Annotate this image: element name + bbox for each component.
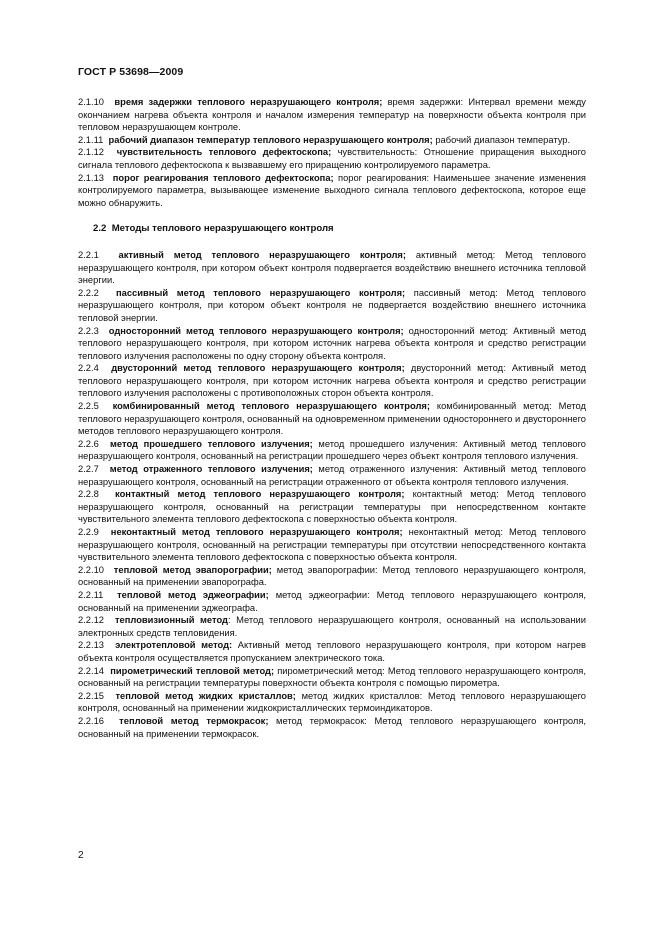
definition-text: активный метод: Метод теплового неразрушающего контроля, при котором объект контроля подвергается воздействию внешнего источника тепловой энергии.: [78, 249, 586, 286]
definition-text: : Метод теплового неразрушающего контроля, основанный на использовании электронных средств тепловидения.: [78, 615, 586, 638]
page-number: 2: [78, 850, 84, 861]
section-number: 2.2: [93, 223, 107, 235]
definition-term: неконтактный метод теплового неразрушающего контроля;: [110, 527, 403, 537]
definition-number: 2.2.5: [78, 401, 99, 412]
definition-text: метод эджеографии: Метод теплового неразрушающего контроля, основанный на применении эджеографа.: [78, 589, 586, 613]
definition-number: 2.2.12: [78, 615, 104, 626]
definitions-group-2-2: [78, 249, 586, 740]
definition-term: контактный метод теплового неразрушающего контроля;: [115, 489, 405, 500]
definition-number: 2.2.6: [78, 438, 99, 449]
definition-text: пассивный метод: Метод теплового неразрушающего контроля, при котором объект контроля не подвергается воздействию внешнего источника тепловой энергии.: [78, 287, 586, 323]
definition-paragraph: [78, 488, 586, 526]
definition-number: 2.2.1: [78, 249, 99, 260]
definition-number: 2.2.14: [78, 665, 104, 676]
definition-paragraph: [78, 715, 586, 740]
definition-paragraph: [78, 96, 586, 134]
definition-term: метод отраженного теплового излучения;: [109, 464, 313, 475]
definition-paragraph: [78, 325, 586, 363]
definition-term: активный метод теплового неразрушающего контроля;: [118, 249, 406, 260]
definition-term: порог реагирования теплового дефектоскопа;: [112, 172, 334, 183]
definition-text: двусторонний метод: Активный метод теплового неразрушающего контроля, при котором источник нагрева объекта контроля и средство регистрации теплового излучения расположены с противоположных сторон объекта контроля.: [78, 363, 586, 399]
definition-text: чувствительность: Отношение приращения выходного сигнала теплового дефектоскопа к вызвавшему его приращению контролируемого параметра.: [78, 147, 586, 170]
definition-text: метод отраженного излучения: Активный метод теплового неразрушающего контроля, основанный на регистрации отраженного от объекта контроля теплового излучения.: [78, 464, 586, 487]
definition-text: рабочий диапазон температур.: [432, 134, 571, 145]
definition-paragraph: [78, 134, 586, 147]
definition-paragraph: [78, 614, 586, 639]
definition-paragraph: [78, 438, 586, 463]
definition-number: 2.2.9: [78, 527, 99, 537]
definition-term: односторонний метод теплового неразрушающего контроля;: [108, 325, 404, 336]
definition-term: тепловой метод эджеографии;: [117, 589, 269, 600]
definition-term: пассивный метод теплового неразрушающего контроля;: [116, 287, 406, 298]
definition-paragraph: [78, 639, 586, 664]
definition-text: порог реагирования: Наименьшее значение изменения контролируемого параметра, вызывающее изменение выходного сигнала теплового дефектоскопа, которое еще можно обнаружить.: [78, 172, 586, 208]
section-title: Методы теплового неразрушающего контроля: [111, 223, 334, 235]
definition-term: двусторонний метод теплового неразрушающего контроля;: [111, 363, 405, 374]
definition-number: 2.1.11: [78, 134, 104, 145]
definition-paragraph: [78, 287, 586, 325]
definition-term: тепловой метод эвапорографии;: [113, 564, 272, 575]
definition-paragraph: [78, 665, 586, 690]
section-heading: [93, 223, 586, 236]
definition-term: тепловой метод жидких кристаллов;: [115, 690, 296, 701]
definition-number: 2.2.15: [78, 690, 104, 701]
definition-term: тепловизионный метод: [114, 615, 228, 626]
definition-number: 2.2.16: [78, 715, 104, 726]
definition-number: 2.2.7: [78, 464, 99, 475]
definition-term: тепловой метод термокрасок;: [119, 715, 269, 726]
definitions-group-2-1: [78, 96, 586, 209]
definition-paragraph: [78, 400, 586, 438]
definition-text: односторонний метод: Активный метод теплового неразрушающего контроля, при котором источник нагрева объекта контроля и средство регистрации теплового излучения расположены по одну сторону объекта контроля.: [78, 325, 586, 361]
definition-term: пирометрический тепловой метод;: [110, 665, 275, 676]
definition-text: неконтактный метод: Метод теплового неразрушающего контроля, основанный на регистрации температуры при отсутствии непосредственного контакта чувствительного элемента теплового дефектоскопа с поверхностью объекта контроля.: [78, 527, 586, 563]
definition-paragraph: [78, 526, 586, 564]
definition-number: 2.2.11: [78, 589, 104, 600]
definition-number: 2.2.10: [78, 564, 104, 575]
definition-text: время задержки: Интервал времени между окончанием нагрева объекта контроля и началом измерения температур на поверхности объекта контроля при тепловом неразрушающем контроле.: [78, 97, 586, 133]
document-header: ГОСТ Р 53698—2009: [78, 66, 184, 78]
definition-text: пирометрический метод: Метод теплового неразрушающего контроля, основанный на регистрации температуры поверхности объекта контроля с помощью пирометра.: [78, 665, 586, 689]
definition-paragraph: [78, 172, 586, 210]
definition-term: электротепловой метод:: [115, 640, 233, 651]
definition-paragraph: [78, 690, 586, 715]
definition-paragraph: [78, 564, 586, 589]
definition-paragraph: [78, 589, 586, 614]
definition-number: 2.2.8: [78, 489, 99, 500]
definition-number: 2.2.3: [78, 325, 99, 336]
definition-text: метод жидких кристаллов: Метод теплового неразрушающего контроля, основанный на применении жидкокристаллических термоиндикаторов.: [78, 690, 586, 714]
definition-text: Активный метод теплового неразрушающего контроля, при котором нагрев объекта контроля осуществляется пропусканием электрического тока.: [78, 640, 586, 663]
definition-term: комбинированный метод теплового неразрушающего контроля;: [112, 401, 430, 412]
document-body: [78, 96, 586, 740]
definition-text: контактный метод: Метод теплового неразрушающего контроля, основанный на регистрации температуры при непосредственном контакте чувствительного элемента теплового дефектоскопа с поверхностью объекта контроля.: [78, 489, 586, 525]
definition-term: рабочий диапазон температур теплового неразрушающего контроля;: [108, 134, 433, 145]
definition-number: 2.2.4: [78, 363, 99, 374]
definition-paragraph: [78, 146, 586, 171]
definition-text: метод прошедшего излучения: Активный метод теплового неразрушающего контроля, основанный на регистрации прошедшего через объект контроля теплового излучения.: [78, 438, 586, 462]
definition-term: время задержки теплового неразрушающего контроля;: [114, 97, 383, 107]
definition-text: комбинированный метод: Метод теплового неразрушающего контроля, основанный на одновременном применении одностороннего и двустороннего методов теплового неразрушающего контроля.: [78, 401, 586, 437]
definition-text: метод термокрасок: Метод теплового неразрушающего контроля, основанный на применении термокрасок.: [78, 715, 586, 739]
definition-text: метод эвапорографии: Метод теплового неразрушающего контроля, основанный на применении эвапорографа.: [78, 564, 586, 588]
definition-number: 2.2.2: [78, 287, 99, 298]
definition-number: 2.1.13: [78, 172, 104, 183]
definition-number: 2.2.13: [78, 640, 104, 651]
definition-term: чувствительность теплового дефектоскопа;: [116, 147, 332, 158]
definition-number: 2.1.10: [78, 97, 104, 107]
definition-term: метод прошедшего теплового излучения;: [110, 438, 313, 449]
definition-paragraph: [78, 362, 586, 400]
definition-paragraph: [78, 463, 586, 488]
definition-paragraph: [78, 249, 586, 287]
definition-number: 2.1.12: [78, 147, 104, 158]
